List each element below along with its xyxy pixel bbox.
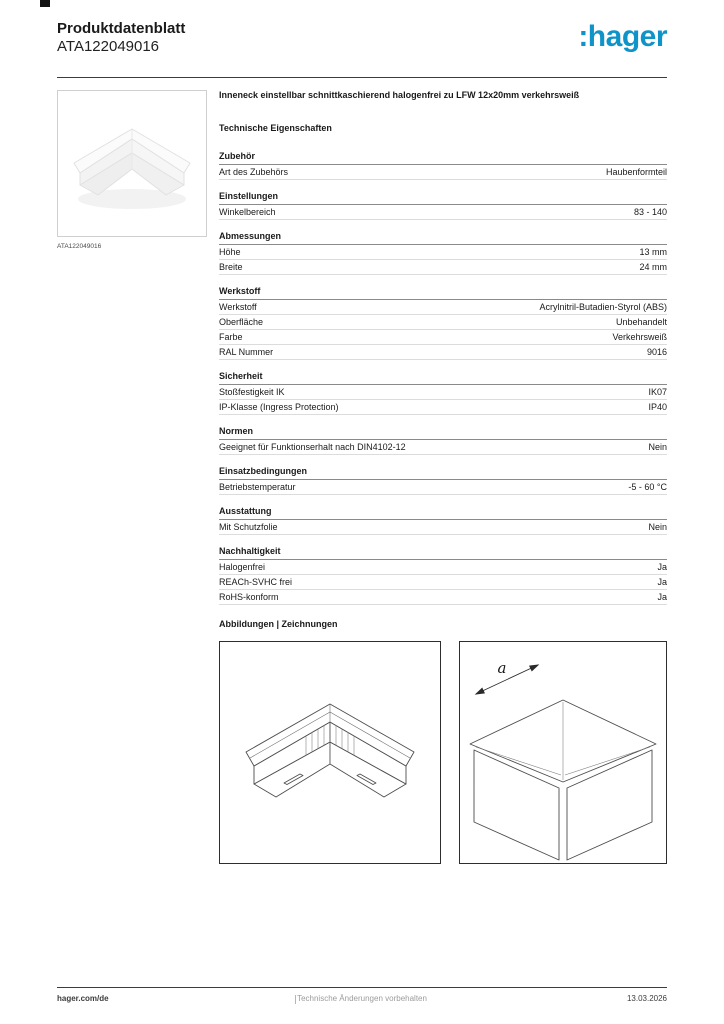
spec-sections [219, 149, 667, 605]
spec-value: 83 - 140 [633, 207, 667, 217]
spec-value: IK07 [648, 387, 667, 397]
spec-section [219, 284, 667, 360]
header-titles [57, 20, 185, 56]
spec-label: RoHS-konform [219, 592, 279, 602]
dimension-label: a [497, 659, 507, 677]
spec-label: Halogenfrei [219, 562, 266, 572]
footer [57, 987, 667, 1008]
spec-row [219, 480, 667, 495]
spec-section [219, 424, 667, 455]
section-heading: Nachhaltigkeit [219, 544, 667, 560]
header-divider [57, 77, 667, 78]
spec-label: Farbe [219, 332, 243, 342]
product-image [58, 91, 206, 236]
spec-label: Breite [219, 262, 243, 272]
spec-section [219, 544, 667, 605]
spec-value: Ja [657, 577, 667, 587]
spec-row [219, 575, 667, 590]
spec-row [219, 400, 667, 415]
document-title: Produktdatenblatt [57, 20, 186, 37]
spec-label: Geeignet für Funktionserhalt nach DIN4102-12 [219, 442, 406, 452]
tech-properties-heading: Technische Eigenschaften [219, 123, 332, 133]
spec-value: Haubenformteil [605, 167, 667, 177]
spec-row [219, 205, 667, 220]
spec-label: Betriebstemperatur [219, 482, 296, 492]
spec-row [219, 440, 667, 455]
spec-value: Acrylnitril-Butadien-Styrol (ABS) [539, 302, 667, 312]
hager-logo: :hager [578, 20, 667, 53]
drawings-heading: Abbildungen | Zeichnungen [219, 619, 338, 629]
spec-label: Oberfläche [219, 317, 264, 327]
product-figure [57, 90, 207, 250]
spec-row [219, 300, 667, 315]
section-heading: Einstellungen [219, 189, 667, 205]
product-number: ATA122049016 [57, 38, 160, 55]
spec-row [219, 330, 667, 345]
spec-label: Winkelbereich [219, 207, 276, 217]
print-mark [40, 0, 50, 7]
spec-label: IP-Klasse (Ingress Protection) [219, 402, 339, 412]
spec-row [219, 520, 667, 535]
product-corner-piece [74, 129, 190, 195]
spec-value: IP40 [648, 402, 667, 412]
section-heading: Einsatzbedingungen [219, 464, 667, 480]
dimension-arrow [476, 665, 538, 694]
spec-row [219, 260, 667, 275]
dimension-drawing [460, 642, 666, 863]
spec-label: Mit Schutzfolie [219, 522, 278, 532]
section-heading: Sicherheit [219, 369, 667, 385]
spec-section [219, 369, 667, 415]
section-heading: Zubehör [219, 149, 667, 165]
spec-value: Verkehrsweiß [612, 332, 667, 342]
spec-value: Ja [657, 592, 667, 602]
spec-row [219, 345, 667, 360]
spec-value: Ja [657, 562, 667, 572]
spec-row [219, 385, 667, 400]
spec-value: -5 - 60 °C [628, 482, 667, 492]
spec-row [219, 560, 667, 575]
spec-value: Unbehandelt [615, 317, 667, 327]
section-heading: Abmessungen [219, 229, 667, 245]
product-image-caption: ATA122049016 [57, 243, 102, 250]
spec-row [219, 165, 667, 180]
spec-label: Höhe [219, 247, 241, 257]
spec-value: 13 mm [639, 247, 667, 257]
spec-section [219, 229, 667, 275]
section-heading: Ausstattung [219, 504, 667, 520]
section-heading: Normen [219, 424, 667, 440]
header [57, 20, 667, 56]
product-image-frame [57, 90, 207, 237]
footer-website: hager.com/de [57, 994, 109, 1003]
footer-date: 13.03.2026 [626, 994, 667, 1003]
spec-section [219, 464, 667, 495]
spec-label: Stoßfestigkeit IK [219, 387, 285, 397]
spec-label: Art des Zubehörs [219, 167, 289, 177]
spec-label: RAL Nummer [219, 347, 274, 357]
spec-row [219, 590, 667, 605]
spec-section [219, 504, 667, 535]
spec-section [219, 189, 667, 220]
drawings [219, 641, 667, 864]
spec-value: Nein [648, 522, 667, 532]
spec-row [219, 315, 667, 330]
main-content [219, 90, 667, 864]
section-heading: Werkstoff [219, 284, 667, 300]
spec-section [219, 149, 667, 180]
spec-label: REACh-SVHC frei [219, 577, 293, 587]
product-title: Inneneck einstellbar schnittkaschierend halogenfrei zu LFW 12x20mm verkehrsweiß [219, 90, 580, 100]
spec-label: Werkstoff [219, 302, 257, 312]
spec-value: 9016 [646, 347, 667, 357]
spec-value: 24 mm [639, 262, 667, 272]
drawing-dimension-frame [459, 641, 667, 864]
spec-value: Nein [648, 442, 667, 452]
spec-row [219, 245, 667, 260]
isometric-drawing [220, 642, 440, 863]
drawing-isometric-frame [219, 641, 441, 864]
footer-notice: Technische Änderungen vorbehalten [297, 994, 427, 1003]
